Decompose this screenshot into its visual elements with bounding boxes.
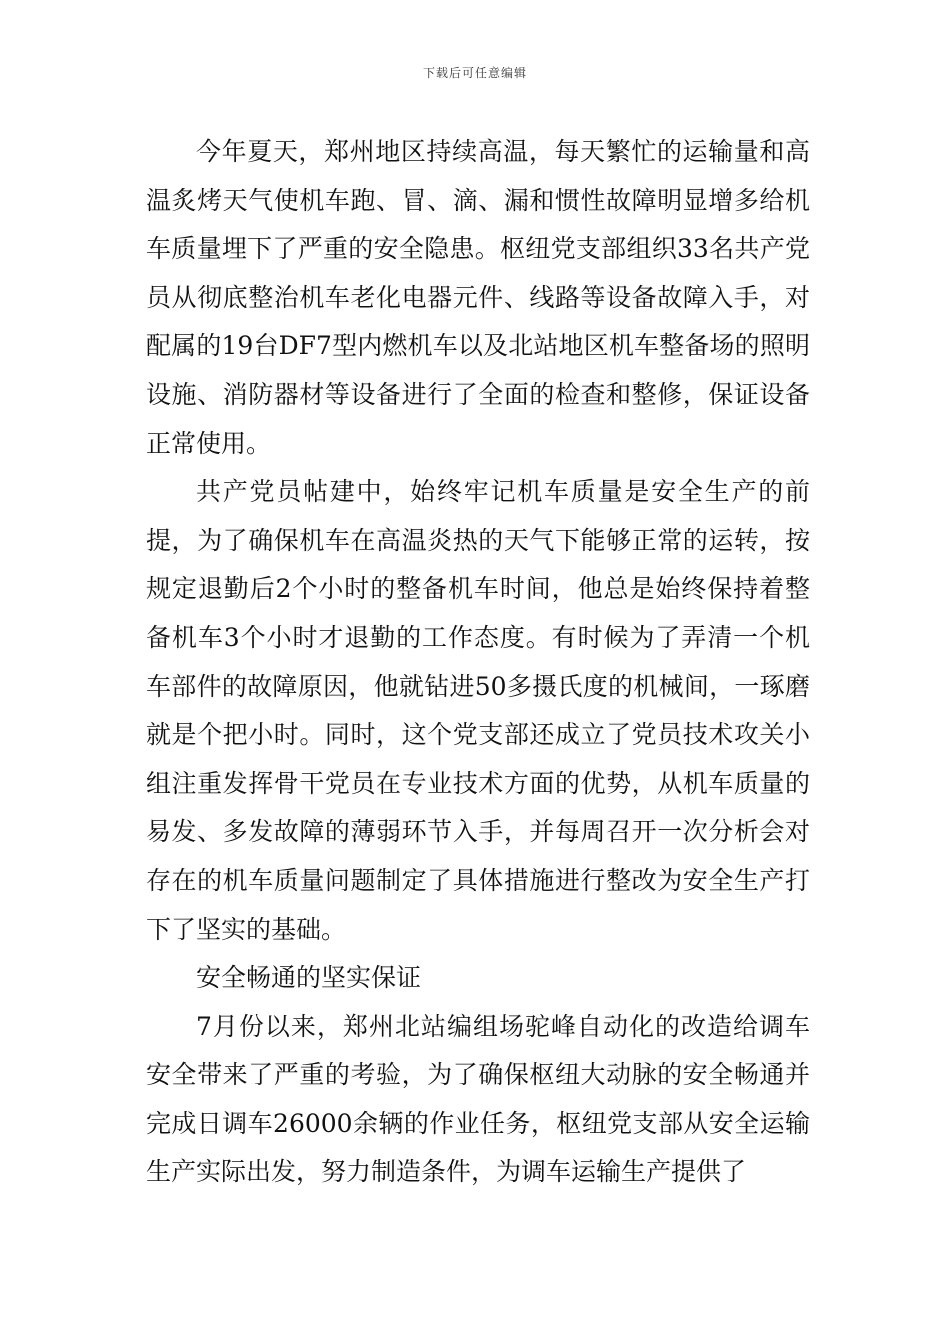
document-body [146,128,810,1197]
paragraph-3: 7月份以来，郑州北站编组场驼峰自动化的改造给调车安全带来了严重的考验，为了确保枢纽大动脉的安全畅通并完成日调车26000余辆的作业任务，枢纽党支部从安全运输生产实际出发，努力制造条件，为调车运输生产提供了 [146,1011,810,1187]
paragraph-2: 共产党员帖建中，始终牢记机车质量是安全生产的前提，为了确保机车在高温炎热的天气下能够正常的运转，按规定退勤后2个小时的整备机车时间，他总是始终保持着整备机车3个小时才退勤的工作态度。有时候为了弄清一个机车部件的故障原因，他就钻进50多摄氏度的机械间，一琢磨就是个把小时。同时，这个党支部还成立了党员技术攻关小组注重发挥骨干党员在专业技术方面的优势，从机车质量的易发、多发故障的薄弱环节入手，并每周召开一次分析会对存在的机车质量问题制定了具体措施进行整改为安全生产打下了坚实的基础。 [146,477,810,944]
section-heading: 安全畅通的坚实保证 [196,963,422,993]
page-header-note: 下载后可任意编辑 [422,66,527,80]
paragraph-1: 今年夏天，郑州地区持续高温，每天繁忙的运输量和高温炙烤天气使机车跑、冒、滴、漏和惯性故障明显增多给机车质量埋下了严重的安全隐患。枢纽党支部组织33名共产党员从彻底整治机车老化电器元件、线路等设备故障入手，对配属的19台DF7型内燃机车以及北站地区机车整备场的照明设施、消防器材等设备进行了全面的检查和整修，保证设备正常使用。 [146,137,810,458]
